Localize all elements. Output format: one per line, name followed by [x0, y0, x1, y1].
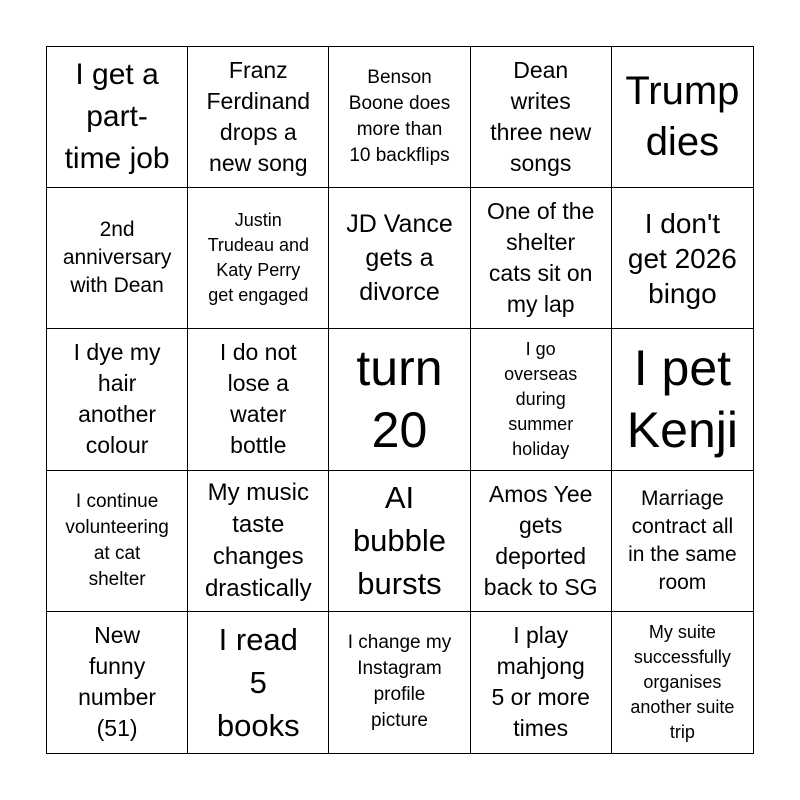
bingo-cell-text: 2nd anniversary with Dean	[62, 218, 172, 298]
bingo-cell-text: Amos Yee gets deported back to SG	[483, 480, 598, 600]
bingo-cell-r1c5[interactable]	[612, 47, 753, 188]
bingo-cell-r2c3[interactable]	[329, 188, 470, 329]
bingo-cell-r3c3[interactable]	[329, 329, 470, 470]
bingo-cell-text: I do not lose a water bottle	[219, 339, 297, 459]
bingo-cell-text: Marriage contract all in the same room	[628, 486, 737, 594]
bingo-cell-text: JD Vance gets a divorce	[346, 210, 453, 307]
bingo-cell-r2c5[interactable]	[612, 188, 753, 329]
bingo-cell-r1c1[interactable]	[47, 47, 188, 188]
bingo-cell-r3c1[interactable]	[47, 329, 188, 470]
bingo-cell-text: I go overseas during summer holiday	[504, 338, 578, 459]
bingo-cell-text: Benson Boone does more than 10 backflips	[348, 67, 451, 167]
bingo-cell-text: turn 20	[356, 340, 443, 459]
bingo-cell-r5c3[interactable]	[329, 612, 470, 753]
bingo-cell-text: I read 5 books	[216, 621, 300, 743]
bingo-cell-text: I continue volunteering at cat shelter	[65, 490, 169, 590]
bingo-card	[46, 46, 754, 754]
bingo-cell-r3c5[interactable]	[612, 329, 753, 470]
bingo-cell-r5c4[interactable]	[471, 612, 612, 753]
bingo-cell-r5c2[interactable]	[188, 612, 329, 753]
bingo-cell-text: I don't get 2026 bingo	[627, 207, 737, 309]
bingo-cell-text: Trump dies	[625, 69, 740, 165]
bingo-cell-r2c1[interactable]	[47, 188, 188, 329]
bingo-cell-r4c2[interactable]	[188, 471, 329, 612]
bingo-cell-text: I change my Instagram profile picture	[347, 632, 452, 732]
bingo-cell-r4c5[interactable]	[612, 471, 753, 612]
bingo-cell-r5c5[interactable]	[612, 612, 753, 753]
bingo-cell-r4c4[interactable]	[471, 471, 612, 612]
bingo-cell-text: AI bubble bursts	[352, 480, 447, 602]
bingo-cell-r1c4[interactable]	[471, 47, 612, 188]
bingo-cell-r3c2[interactable]	[188, 329, 329, 470]
bingo-cell-text: I play mahjong 5 or more times	[491, 622, 590, 742]
bingo-cell-r1c2[interactable]	[188, 47, 329, 188]
bingo-cell-r3c4[interactable]	[471, 329, 612, 470]
bingo-cell-text: I get a part- time job	[64, 58, 170, 176]
bingo-cell-text: I pet Kenji	[626, 340, 738, 459]
bingo-cell-text: My suite successfully organises another suite trip	[630, 621, 735, 742]
bingo-cell-text: I dye my hair another colour	[73, 339, 161, 459]
bingo-cell-r5c1[interactable]	[47, 612, 188, 753]
bingo-cell-text: One of the shelter cats sit on my lap	[486, 198, 595, 318]
bingo-cell-text: New funny number (51)	[78, 622, 157, 742]
bingo-cell-text: My music taste changes drastically	[204, 478, 312, 602]
bingo-cell-r4c1[interactable]	[47, 471, 188, 612]
bingo-cell-text: Franz Ferdinand drops a new song	[206, 57, 311, 177]
bingo-cell-r2c4[interactable]	[471, 188, 612, 329]
bingo-cell-text: Dean writes three new songs	[490, 57, 592, 177]
bingo-cell-r4c3[interactable]	[329, 471, 470, 612]
bingo-cell-r2c2[interactable]	[188, 188, 329, 329]
bingo-cell-text: Justin Trudeau and Katy Perry get engaged	[207, 210, 309, 306]
bingo-cell-r1c3[interactable]	[329, 47, 470, 188]
